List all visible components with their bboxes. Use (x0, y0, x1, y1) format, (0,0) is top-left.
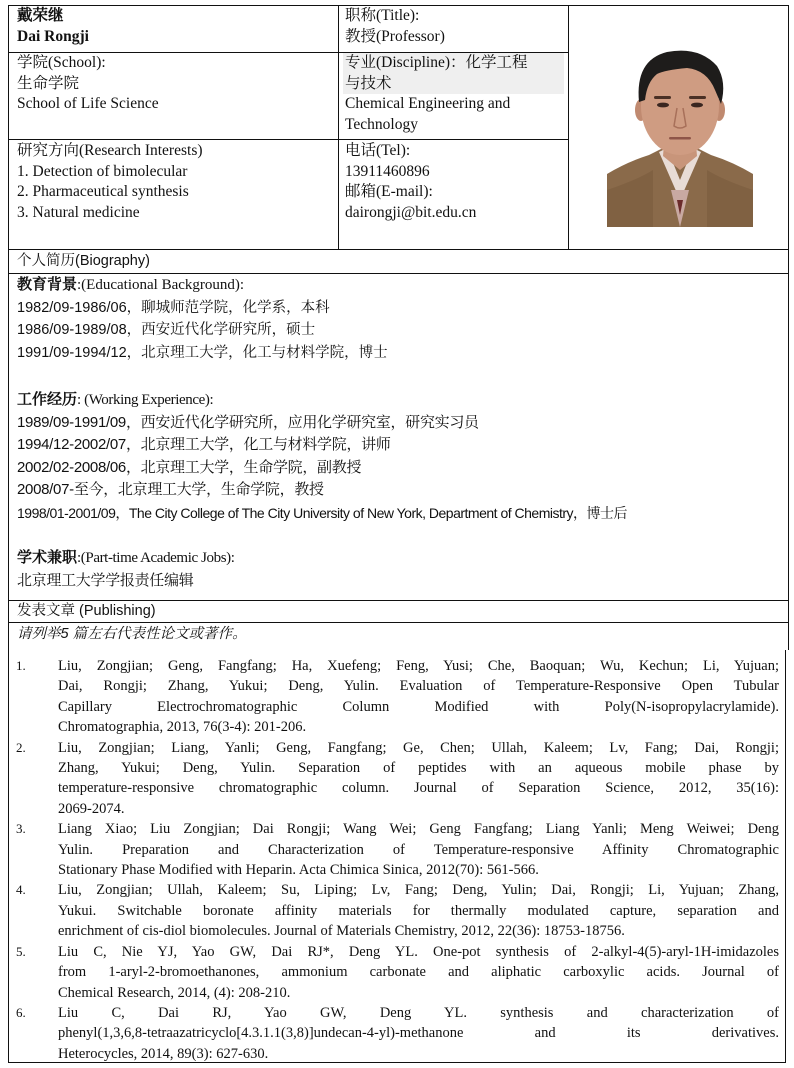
publication-item (8, 1003, 788, 1064)
publication-item (8, 738, 788, 820)
publication-number: 3. (16, 821, 26, 837)
tel-label: 电话(Tel): (345, 142, 411, 159)
publication-line: from 1-aryl-2-bromoethanones, ammonium carbonate and aliphatic carboxylic acids. Journal of (58, 964, 779, 981)
publication-number: 1. (16, 658, 26, 673)
publication-item (8, 880, 788, 941)
education-item: 1991/09-1994/12，北京理工大学，化工与材料学院，博士 (17, 344, 388, 361)
work-item: 1989/09-1991/09，西安近代化学研究所，应用化学研究室，研究实习员 (17, 413, 479, 431)
publication-line: phenyl(1,3,6,8-tetraazatricyclo[4.3.1.1(3,8)]undecan-4-yl)-methanone and its derivatives. (58, 1025, 779, 1042)
publication-line: Yulin. Preparation and Characterization of Temperature-responsive Affinity Chromatographic (58, 841, 779, 858)
work-label-en: : (Working Experience): (77, 392, 214, 408)
publication-line: Capillary Electrochromatographic Column Modified with Poly(N-isopropylacrylamide). (58, 698, 779, 715)
education-item: 1986/09-1989/08，西安近代化学研究所，硕士 (17, 322, 316, 338)
portrait-photo-icon (607, 40, 753, 227)
school-cell (8, 53, 338, 115)
education-label-cn: 教育背景 (17, 277, 78, 293)
publication-list (8, 656, 788, 1064)
research-item: 3. Natural medicine (17, 203, 140, 221)
education-item: 1982/09-1986/06，聊城师范学院，化学系，本科 (17, 299, 330, 316)
publication-line: Stationary Phase Modified with Heparin. Acta Chimica Sinica, 2012(70): 561-566. (58, 862, 539, 879)
publication-line: Liu, Zongjian; Ullah, Kaleem; Su, Liping; Lv, Fang; Deng, Yulin; Dai, Rongji; Li, Yujuan; Zhang, (58, 882, 779, 899)
research-label: 研究方向(Research Interests) (17, 142, 203, 159)
discipline-en-line1: Chemical Engineering and (345, 95, 511, 112)
education-heading (17, 274, 788, 297)
publication-line: enrichment of cis-diol biomolecules. Journal of Materials Chemistry, 2012, 22(36): 18753-18756. (58, 923, 625, 940)
research-item: 1. Detection of bimolecular (17, 162, 188, 180)
email-link[interactable]: dairongji@bit.edu.cn (345, 203, 477, 221)
education-section (8, 274, 788, 364)
publication-line: Chromatographia, 2013, 76(3-4): 201-206. (58, 719, 307, 736)
title-label: 职称(Title): (345, 7, 420, 24)
education-label-en: :(Educational Background): (77, 277, 245, 293)
publication-line: Liu, Zongjian; Liang, Yanli; Geng, Fangfang; Ge, Chen; Ullah, Kaleem; Lv, Fang; Dai, Rongji; (58, 739, 779, 756)
name-cell (8, 6, 338, 47)
title-cell (338, 6, 568, 47)
school-en: School of Life Science (17, 95, 159, 112)
work-heading (17, 389, 788, 412)
publication-line: Liu C, Dai RJ, Yao GW, Deng YL. synthesis and characterization of (58, 1004, 779, 1021)
publishing-header (8, 600, 788, 622)
name-cn: 戴荣继 (17, 7, 64, 24)
table-rule (8, 139, 568, 140)
research-cell (8, 141, 338, 223)
publication-number: 5. (16, 943, 26, 959)
publication-number: 4. (16, 882, 26, 898)
work-item: 2002/02-2008/06，北京理工大学，生命学院，副教授 (17, 458, 362, 476)
discipline-en-line2: Technology (345, 115, 418, 133)
research-item: 2. Pharmaceutical synthesis (17, 183, 189, 200)
discipline-shaded (343, 53, 564, 94)
biography-header (8, 250, 788, 273)
publication-line: Liang Xiao; Liu Zongjian; Dai Rongji; Wang Wei; Geng Fangfang; Liang Yanli; Meng Weiwei; Deng (58, 821, 779, 838)
parttime-section (8, 547, 788, 592)
work-item: 2008/07-至今，北京理工大学，生命学院，教授 (17, 481, 324, 498)
publication-line: temperature-responsive chromatographic column. Journal of Separation Science, 2012, 35(16): (58, 780, 779, 797)
publication-item (8, 942, 788, 1003)
work-item: 1994/12-2002/07，北京理工大学，化工与材料学院，讲师 (17, 436, 391, 453)
publication-line: Dai, Rongji; Zhang, Yukui; Deng, Yulin. Evaluation of Temperature-Responsive Open Tubular (58, 678, 779, 695)
publication-line: Yukui. Switchable boronate affinity materials for thermally modulated capture, separation and (58, 902, 779, 919)
publication-number: 2. (16, 739, 26, 755)
publication-line: Chemical Research, 2014, (4): 208-210. (58, 984, 291, 1001)
biography-title: 个人简历(Biography) (17, 253, 150, 269)
publication-line: Heterocycles, 2014, 89(3): 627-630. (58, 1045, 269, 1062)
work-section (8, 389, 788, 524)
tel-value: 13911460896 (345, 162, 430, 180)
publishing-title: 发表文章 (Publishing) (17, 603, 156, 619)
discipline-line2: 与技术 (345, 74, 392, 92)
school-cn: 生命学院 (17, 74, 80, 92)
name-en: Dai Rongji (17, 27, 89, 45)
portrait-photo-svg (607, 40, 753, 227)
work-label-cn: 工作经历 (17, 392, 78, 408)
table-border-right (788, 5, 789, 650)
publication-line: Zhang, Yukui; Deng, Yulin. Separation of peptides with an aqueous mobile phase by (58, 760, 779, 777)
publication-item (8, 819, 788, 880)
email-label: 邮箱(E-mail): (345, 183, 433, 200)
publication-number: 6. (16, 1004, 26, 1020)
publication-line: Liu, Zongjian; Geng, Fangfang; Ha, Xuefeng; Feng, Yusi; Che, Baoquan; Wu, Kechun; Li, Yujuan; (58, 658, 779, 674)
parttime-label-en: :(Part-time Academic Jobs): (77, 550, 235, 566)
parttime-item: 北京理工大学学报责任编辑 (17, 571, 194, 589)
publication-item (8, 656, 788, 738)
parttime-heading (17, 547, 788, 570)
publishing-instruction (8, 623, 788, 645)
school-label: 学院(School): (17, 54, 106, 71)
discipline-line1: 专业(Discipline)：化学工程 (345, 54, 528, 71)
publication-line: Liu C, Nie YJ, Yao GW, Dai RJ*, Deng YL. One-pot synthesis of 2-alkyl-4(5)-aryl-1H-imidazoles (58, 943, 779, 960)
title-value: 教授(Professor) (345, 27, 445, 45)
discipline-cell (338, 53, 568, 135)
contact-cell (338, 141, 568, 223)
table-rule (568, 5, 569, 250)
work-item: 1998/01-2001/09，The City College of The City University of New York, Department of Chemistry，博士后 (17, 504, 628, 521)
publication-line: 2069-2074. (58, 800, 125, 817)
parttime-label-cn: 学术兼职 (17, 550, 78, 566)
publishing-instruction-text: 请列举5 篇左右代表性论文或著作。 (17, 626, 247, 642)
